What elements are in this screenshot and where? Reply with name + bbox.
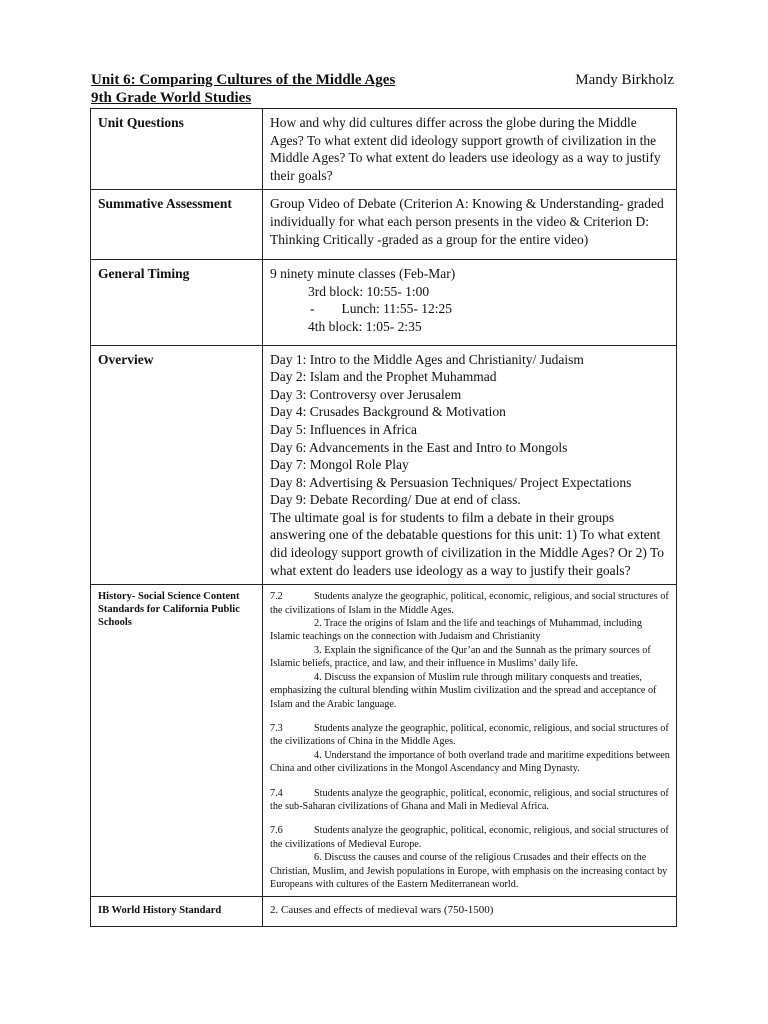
general-timing-content xyxy=(263,260,677,345)
overview-day: Day 2: Islam and the Prophet Muhammad xyxy=(270,369,497,385)
unit-questions-text: How and why did cultures differ across the globe during the Middle Ages? To what extent did ideology support growth of civilization in the Middle Ages? To what extent do leaders use ideology as a way to justify their goals? xyxy=(263,109,677,190)
overview-day: Day 9: Debate Recording/ Due at end of class. xyxy=(270,492,521,508)
row-summative-assessment xyxy=(91,190,677,260)
course-title: 9th Grade World Studies xyxy=(91,90,252,106)
standard-item: 4. Understand the importance of both overland trade and maritime expeditions between China and other civilizations in the Mongol Ascendancy and Ming Dynasty. xyxy=(270,749,670,775)
general-timing-label: General Timing xyxy=(91,260,263,345)
standard-item: 2. Trace the origins of Islam and the life and teachings of Muhammad, including Islamic teachings on the connection with Judaism and Christianity xyxy=(270,618,642,643)
overview-day: Day 3: Controversy over Jerusalem xyxy=(270,386,462,402)
row-overview xyxy=(91,345,677,585)
overview-day: Day 4: Crusades Background & Motivation xyxy=(270,404,506,420)
standard-heading: Students analyze the geographic, political, economic, religious, and social structures of the civilizations of Medieval Europe. xyxy=(270,825,669,850)
standard-number: 7.6 xyxy=(270,825,283,837)
row-general-timing xyxy=(91,260,677,345)
standard-item: 4. Discuss the expansion of Muslim rule through military conquests and treaties, emphasizing the cultural blending within Muslim civilization and the spread and acceptance of Islam and the Arabic language. xyxy=(270,671,657,710)
overview-day: Day 1: Intro to the Middle Ages and Christianity/ Judaism xyxy=(270,351,584,367)
timing-line-4th-block: 4th block: 1:05- 2:35 xyxy=(308,318,422,334)
summative-assessment-text: Group Video of Debate (Criterion A: Knowing & Understanding- graded individually for what each person presents in the video & Criterion D: Thinking Critically -graded as a group for the entire video) xyxy=(263,190,677,260)
standard-heading: Students analyze the geographic, political, economic, religious, and social structures of the civilizations of China in the Middle Ages. xyxy=(270,722,669,748)
ib-standard-label: IB World History Standard xyxy=(91,897,263,927)
overview-day: Day 5: Influences in Africa xyxy=(270,421,417,437)
author-name: Mandy Birkholz xyxy=(575,72,674,88)
standard-7-6 xyxy=(270,824,670,891)
timing-line-classes: 9 ninety minute classes (Feb-Mar) xyxy=(270,266,456,282)
unit-title: Unit 6: Comparing Cultures of the Middle Ages xyxy=(91,72,396,88)
timing-line-lunch: - Lunch: 11:55- 12:25 xyxy=(310,301,452,317)
overview-day: Day 7: Mongol Role Play xyxy=(270,457,409,473)
standard-number: 7.3 xyxy=(270,722,283,734)
overview-day: Day 6: Advancements in the East and Intro to Mongols xyxy=(270,439,568,455)
overview-goal: The ultimate goal is for students to film a debate in their groups answering one of the debatable questions for this unit: 1) To what extent did ideology support growth of civilization in the Middle Ages? Or 2) To what extent do leaders use ideology as a way to justify their goals? xyxy=(270,509,664,578)
content-standards-content xyxy=(263,585,677,897)
overview-label: Overview xyxy=(91,345,263,585)
document-header xyxy=(91,71,674,89)
standard-7-2 xyxy=(270,590,670,711)
standard-number: 7.2 xyxy=(270,591,283,603)
row-unit-questions xyxy=(91,109,677,190)
overview-day: Day 8: Advertising & Persuasion Techniques/ Project Expectations xyxy=(270,474,632,490)
timing-line-3rd-block: 3rd block: 10:55- 1:00 xyxy=(308,283,430,299)
overview-content xyxy=(263,345,677,585)
standard-heading: Students analyze the geographic, political, economic, religious, and social structures of the sub-Saharan civilizations of Ghana and Mali in Medieval Africa. xyxy=(270,787,669,812)
unit-plan-table xyxy=(90,108,677,927)
standard-item: 6. Discuss the causes and course of the religious Crusades and their effects on the Christian, Muslim, and Jewish populations in Europe, with emphasis on the increasing contact by Europeans with cultures of the Eastern Mediterranean world. xyxy=(270,852,668,890)
unit-questions-label: Unit Questions xyxy=(91,109,263,190)
standard-heading: Students analyze the geographic, political, economic, religious, and social structures of the civilizations of Islam in the Middle Ages. xyxy=(270,591,669,616)
standard-number: 7.4 xyxy=(270,787,283,799)
ib-standard-text: 2. Causes and effects of medieval wars (750-1500) xyxy=(263,897,677,927)
row-ib-standard xyxy=(91,897,677,927)
standard-item: 3. Explain the significance of the Qur’an and the Sunnah as the primary sources of Islamic beliefs, practice, and law, and their influence in Muslims’ daily life. xyxy=(270,644,651,670)
content-standards-label: History- Social Science Content Standards for California Public Schools xyxy=(91,585,263,897)
standard-7-3 xyxy=(270,722,670,776)
row-content-standards xyxy=(91,585,677,897)
summative-assessment-label: Summative Assessment xyxy=(91,190,263,260)
standard-7-4 xyxy=(270,787,670,814)
